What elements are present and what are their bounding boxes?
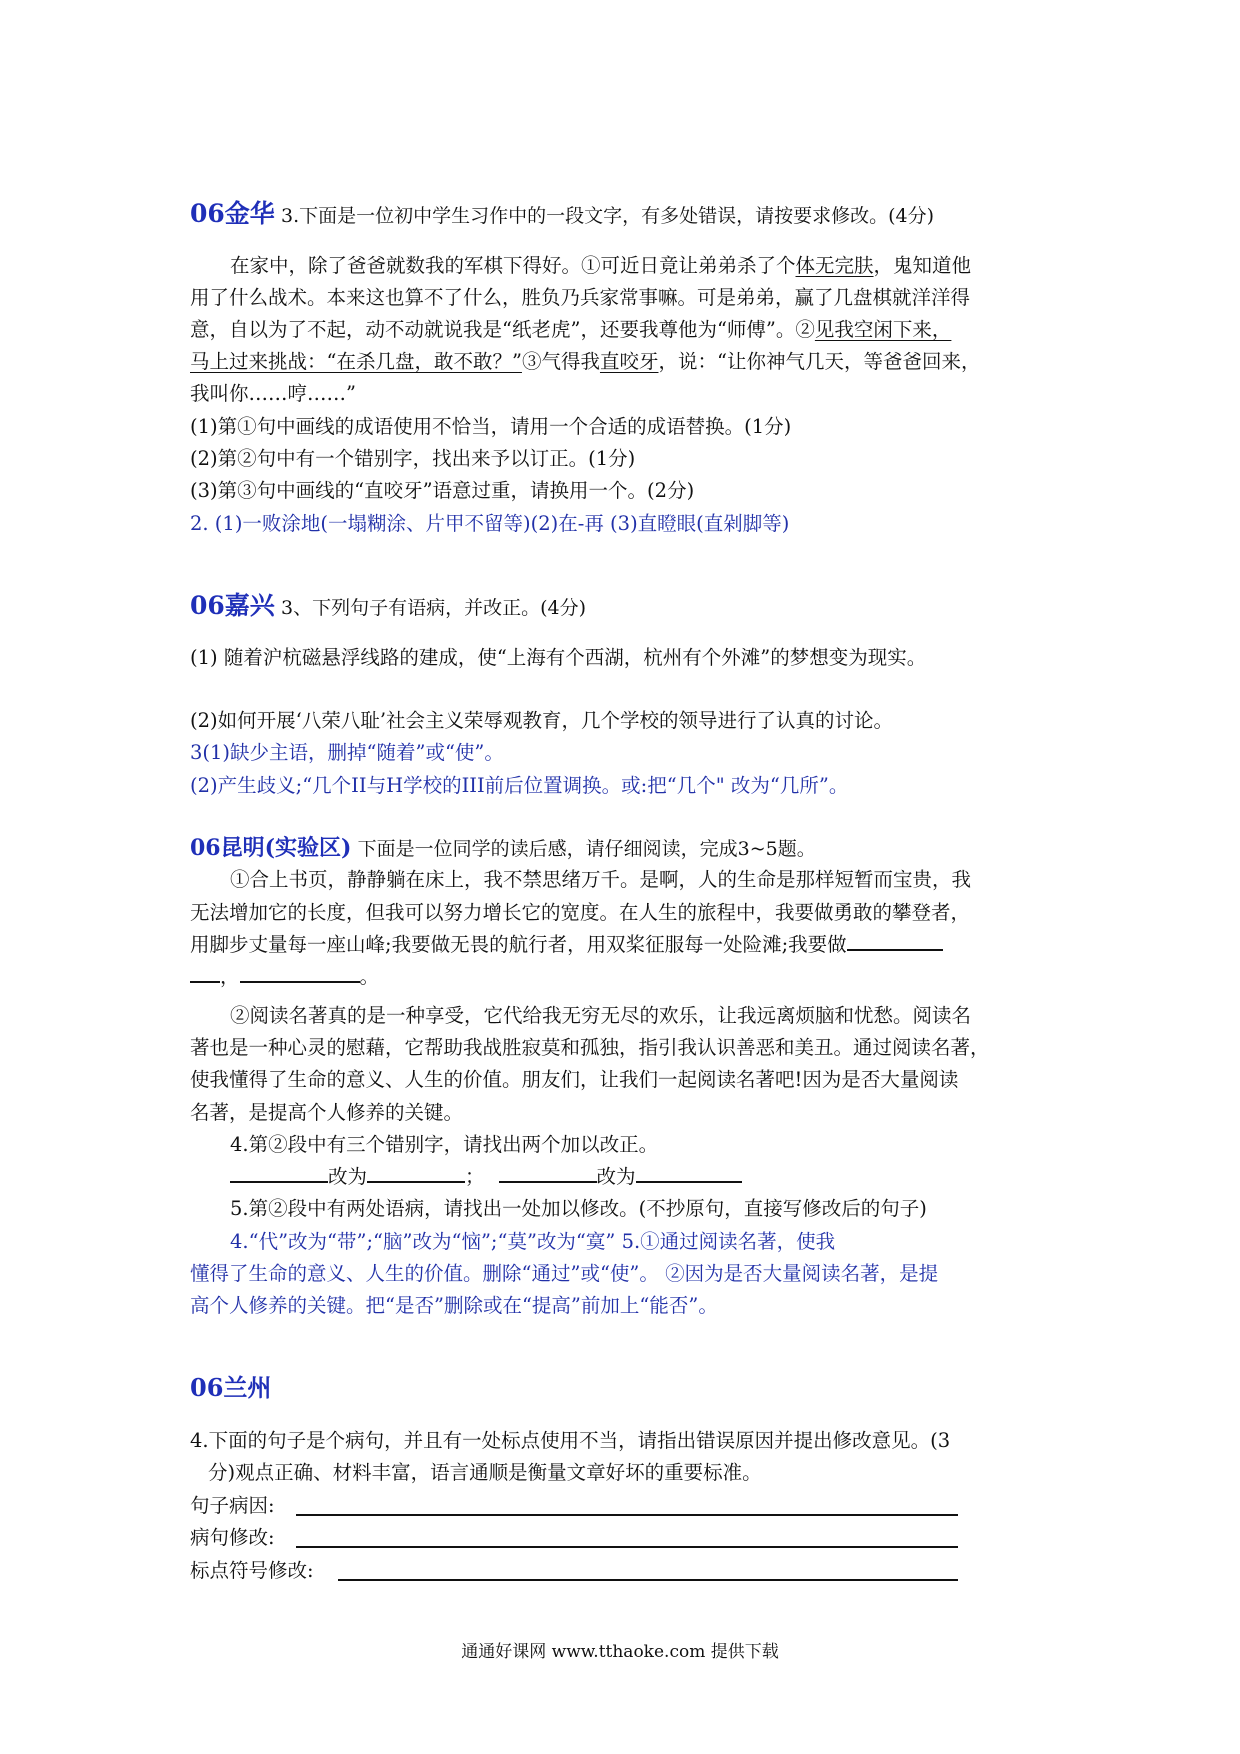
text-segment: 意，自以为了不起，动不动就说我是“纸老虎”，还要我尊他为“师傅”。② — [190, 318, 815, 341]
sub-question: (3)第③句中画线的“直咬牙”语意过重，请换用一个。(2分) — [190, 479, 695, 502]
underlined-phrase: 直咬牙 — [599, 350, 659, 373]
text-segment: 改为 — [596, 1165, 636, 1188]
sub-question: (2)第②句中有一个错别字，找出来予以订正。(1分) — [190, 447, 636, 470]
question-line: 4.下面的句子是个病句，并且有一处标点使用不当，请指出错误原因并提出修改意见。(3 — [190, 1429, 951, 1452]
answer-blanks-row — [230, 1161, 742, 1193]
answer-rule[interactable] — [296, 1514, 958, 1516]
question-prompt: 3.下面是一位初中学生习作中的一段文字，有多处错误，请按要求修改。(4分) — [281, 205, 935, 227]
paragraph-line — [190, 929, 943, 961]
section-kunming-heading — [190, 832, 816, 865]
question-line: 分)观点正确、材料丰富，语言通顺是衡量文章好坏的重要标准。 — [208, 1461, 762, 1484]
underlined-idiom: 体无完肤 — [795, 254, 874, 277]
paragraph-line — [190, 314, 951, 346]
text-segment: 。 — [359, 965, 380, 988]
section-title: 06金华 — [190, 199, 275, 228]
answer-rule[interactable] — [296, 1546, 958, 1548]
underlined-sentence: 见我空闲下来， — [814, 318, 952, 341]
fill-blank[interactable] — [499, 1161, 597, 1183]
paragraph-line: 用了什么战术。本来这也算不了什么，胜负乃兵家常事嘛。可是弟弟，赢了几盘棋就洋洋得 — [190, 286, 971, 309]
footer-credit: 通通好课网 www.tthaoke.com 提供下载 — [461, 1642, 779, 1662]
paragraph-line: ②阅读名著真的是一种享受，它代给我无穷无尽的欢乐，让我远离烦脑和忧愁。阅读名 — [230, 1004, 972, 1027]
sub-question: (2)如何开展‘八荣八耻’社会主义荣辱观教育，几个学校的领导进行了认真的讨论。 — [190, 709, 894, 732]
answer-line: 高个人修养的关键。把“是否”删除或在“提高”前加上“能否”。 — [190, 1294, 718, 1317]
answer-line: 2. (1)一败涂地(一塌糊涂、片甲不留等)(2)在-再 (3)直瞪眼(直剁脚等) — [190, 512, 790, 535]
answer-line: 4.“代”改为“带”;“脑”改为“恼”;“莫”改为“寞” 5.①通过阅读名著，使我 — [230, 1230, 836, 1253]
fill-blank[interactable] — [636, 1161, 742, 1183]
text-segment: ，鬼知道他 — [873, 254, 972, 277]
question-prompt: 下面是一位同学的读后感，请仔细阅读，完成3~5题。 — [357, 838, 816, 860]
paragraph-line: ①合上书页，静静躺在床上，我不禁思绪万千。是啊，人的生命是那样短暂而宝贵，我 — [230, 868, 972, 891]
sub-question: 5.第②段中有两处语病，请找出一处加以修改。(不抄原句，直接写修改后的句子) — [230, 1197, 927, 1220]
fill-blank[interactable] — [847, 929, 943, 951]
field-label: 病句修改: — [190, 1526, 275, 1549]
section-jinhua-heading — [190, 198, 934, 232]
answer-rule[interactable] — [338, 1579, 958, 1581]
fill-blank[interactable] — [190, 961, 220, 983]
text-segment: ， — [220, 965, 240, 988]
text-segment: 用脚步丈量每一座山峰;我要做无畏的航行者，用双桨征服每一处险滩;我要做 — [190, 933, 847, 956]
paragraph-line: 我叫你……哼……” — [190, 382, 356, 405]
paragraph-line: 著也是一种心灵的慰藉，它帮助我战胜寂莫和孤独，指引我认识善恶和美丑。通过阅读名著， — [190, 1036, 990, 1059]
text-segment: ； — [465, 1165, 485, 1188]
section-lanzhou-heading — [190, 1372, 271, 1406]
field-label: 句子病因: — [190, 1494, 275, 1517]
paragraph-line — [190, 346, 980, 378]
answer-line: 懂得了生命的意义、人生的价值。删除“通过”或“使”。 ②因为是否大量阅读名著，是提 — [190, 1262, 939, 1285]
fill-blank[interactable] — [230, 1161, 328, 1183]
paragraph-line: 名著，是提高个人修养的关键。 — [190, 1101, 464, 1124]
question-prompt: 3、下列句子有语病，并改正。(4分) — [281, 597, 587, 619]
paragraph-line: 无法增加它的长度，但我可以努力增长它的宽度。在人生的旅程中，我要做勇敢的攀登者， — [190, 901, 971, 924]
text-segment: 在家中，除了爸爸就数我的军棋下得好。①可近日竟让弟弟杀了个 — [230, 254, 796, 277]
underlined-sentence: 马上过来挑战：“在杀几盘，敢不敢？” — [190, 350, 522, 373]
paragraph-line — [230, 250, 971, 282]
section-jiaxing-heading — [190, 590, 586, 624]
paragraph-line — [190, 961, 379, 993]
section-title: 06嘉兴 — [190, 591, 275, 620]
section-title: 06兰州 — [190, 1373, 272, 1402]
fill-blank[interactable] — [240, 961, 360, 983]
sub-question: (1)第①句中画线的成语使用不恰当，请用一个合适的成语替换。(1分) — [190, 415, 792, 438]
sub-question: (1) 随着沪杭磁悬浮线路的建成，使“上海有个西湖，杭州有个外滩”的梦想变为现实。 — [190, 646, 927, 669]
answer-line: 3(1)缺少主语，删掉“随着”或“使”。 — [190, 741, 504, 764]
paragraph-line: 使我懂得了生命的意义、人生的价值。朋友们，让我们一起阅读名著吧!因为是否大量阅读 — [190, 1068, 959, 1091]
text-segment: ③气得我 — [521, 350, 600, 373]
answer-line: (2)产生歧义;“几个II与H学校的III前后位置调换。或:把“几个" 改为“几所”。 — [190, 774, 849, 797]
text-segment: ，说：“让你神气几天，等爸爸回来， — [658, 350, 981, 373]
field-label: 标点符号修改: — [190, 1559, 314, 1582]
section-title: 06昆明(实验区) — [190, 835, 352, 861]
text-segment: 改为 — [328, 1165, 368, 1188]
sub-question: 4.第②段中有三个错别字，请找出两个加以改正。 — [230, 1133, 659, 1156]
fill-blank[interactable] — [367, 1161, 465, 1183]
